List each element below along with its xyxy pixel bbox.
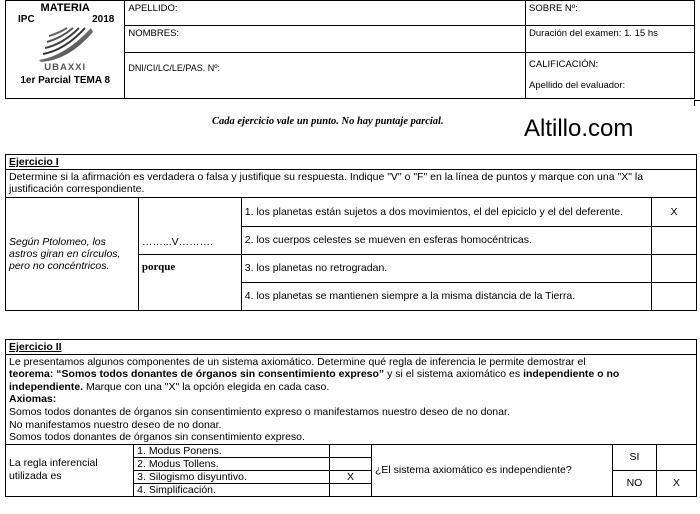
teorema-label: teorema: xyxy=(9,368,54,381)
exercise-2-answers xyxy=(5,444,697,497)
statement-cell: Según Ptolomeo, los astros giran en círculos, pero no concéntricos. xyxy=(6,197,139,310)
sobre-field[interactable]: SOBRE Nº: xyxy=(526,1,695,26)
tema-label: TEMA 8 xyxy=(73,75,111,86)
porque-label: porque xyxy=(138,254,241,310)
corner-mark xyxy=(694,100,700,106)
exercise-2 xyxy=(5,339,697,497)
exercise-2-intro: Le presentamos algunos componentes de un sistema axiomático. Determine qué regla de inferencia le permite demostrar el xyxy=(9,355,586,368)
exercise-2-title: Ejercicio II xyxy=(9,341,62,353)
exercise-1 xyxy=(5,154,697,311)
duracion-label: Duración del examen: 1. 15 hs xyxy=(526,26,695,53)
exercise-1-header xyxy=(6,155,697,170)
evaluador-field[interactable]: Apellido del evaluador: xyxy=(529,80,626,91)
dni-field[interactable]: DNI/CI/LC/LE/PAS. Nº: xyxy=(125,53,526,99)
independiente-text: independiente o no independiente. xyxy=(9,368,620,393)
year-label: 2018 xyxy=(92,14,115,25)
option-4-mark[interactable] xyxy=(652,282,697,310)
option-3-mark[interactable] xyxy=(652,254,697,282)
ubaxxi-logo-icon xyxy=(35,26,95,62)
regla-option-4-mark[interactable] xyxy=(329,483,371,496)
exercise-2-header xyxy=(5,339,697,354)
option-2: 2. los cuerpos celestes se mueven en esferas homocéntricas. xyxy=(241,226,651,254)
exam-header xyxy=(5,0,695,99)
brand-watermark: Altillo.com xyxy=(524,115,634,142)
regla-option-3: 3. Silogismo disyuntivo. xyxy=(134,470,330,483)
answer-blank[interactable]: ……...V………. xyxy=(138,197,241,254)
option-2-mark[interactable] xyxy=(652,226,697,254)
regla-label: La regla inferencial utilizada es xyxy=(6,444,134,496)
axioma-1: Somos todos donantes de órganos sin consentimiento expreso o manifestamos nuestro deseo de no donar. xyxy=(9,405,510,418)
ipc-label: IPC xyxy=(18,14,35,25)
regla-option-4: 4. Simplificación. xyxy=(134,483,330,496)
regla-option-2-mark[interactable] xyxy=(329,457,371,470)
regla-option-1: 1. Modus Ponens. xyxy=(134,444,330,457)
scoring-note: Cada ejercicio vale un punto. No hay puntaje parcial. xyxy=(212,116,444,127)
apellido-field[interactable]: APELLIDO: xyxy=(125,1,526,26)
axioma-2: No manifestamos nuestro deseo de no donar. xyxy=(9,418,222,431)
no-mark[interactable]: X xyxy=(656,470,696,496)
axioma-3: Somos todos donantes de órganos sin consentimiento expreso. xyxy=(9,431,305,444)
nombres-field[interactable]: NOMBRES: xyxy=(125,26,526,53)
logo-block xyxy=(6,1,125,99)
parcial-label: 1er Parcial xyxy=(20,75,71,86)
option-4: 4. los planetas se mantienen siempre a la misma distancia de la Tierra. xyxy=(241,282,651,310)
no-label: NO xyxy=(612,470,656,496)
independiente-question: ¿El sistema axiomático es independiente? xyxy=(371,444,612,496)
axiomas-title: Axiomas: xyxy=(9,393,57,406)
calificacion-field[interactable]: CALIFICACIÓN: Apellido del evaluador: xyxy=(526,53,695,99)
option-1-mark[interactable]: X xyxy=(652,197,697,226)
ubaxxi-label: UBAXXI xyxy=(44,62,87,73)
exercise-2-body: Le presentamos algunos componentes de un sistema axiomático. Determine qué regla de inferencia le permite demostrar el teorema: “Somos todos donantes de órganos sin consentimiento expreso” y si el sistema axiomático es independiente o no independiente. Marque con una "X" la opción elegida en cada caso. Axiomas: Somos todos donantes de órganos sin consentimiento expreso o manifestamos nuestro deseo de no donar. No manifestamos nuestro deseo de no donar. Somos todos donantes de órganos sin consentimiento expreso. xyxy=(5,354,697,444)
option-1: 1. los planetas están sujetos a dos movimientos, el del epiciclo y el del deferente. xyxy=(241,197,651,226)
exercise-1-instructions: Determine si la afirmación es verdadera o falsa y justifique su respuesta. Indique "V" o "F" en la línea de puntos y marque con una "X" la justificación correspondiente. xyxy=(6,169,697,197)
regla-option-3-mark[interactable]: X xyxy=(329,470,371,483)
exercise-1-title: Ejercicio I xyxy=(9,156,59,168)
option-3: 3. los planetas no retrogradan. xyxy=(241,254,651,282)
materia-label: MATERIA xyxy=(40,2,90,14)
teorema-text: “Somos todos donantes de órganos sin consentimiento expreso” xyxy=(56,368,385,381)
regla-option-1-mark[interactable] xyxy=(329,444,371,457)
regla-option-2: 2. Modus Tollens. xyxy=(134,457,330,470)
si-label: SI xyxy=(612,444,656,470)
si-mark[interactable] xyxy=(656,444,696,470)
